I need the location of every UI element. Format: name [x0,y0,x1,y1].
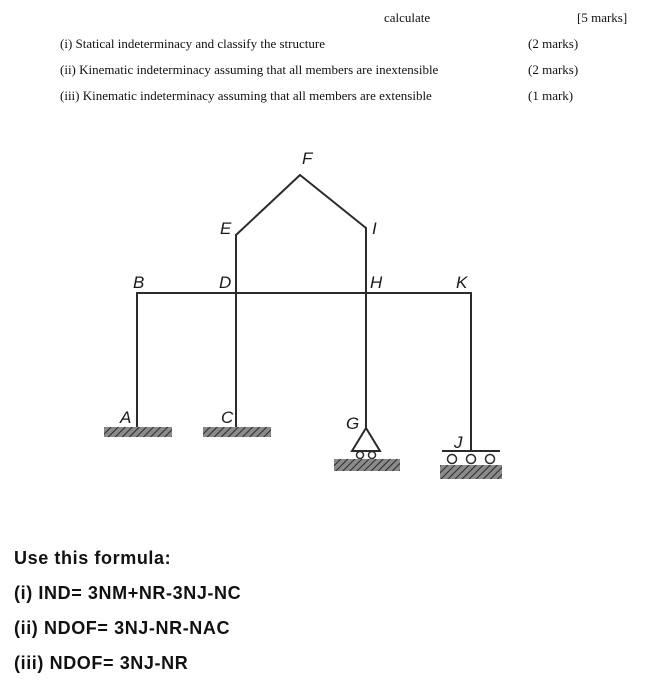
task-2-text: (ii) Kinematic indeterminacy assuming that all members are inextensible [60,62,439,77]
formula-ind: (i) IND= 3NM+NR-3NJ-NC [14,583,242,603]
label-E: E [220,219,232,238]
label-F: F [302,149,313,168]
formula-ndof-inextensible: (ii) NDOF= 3NJ-NR-NAC [14,618,231,638]
label-I: I [372,219,377,238]
formula-title: Use this formula: [14,548,172,568]
formula-ndof-extensible: (iii) NDOF= 3NJ-NR [14,653,189,673]
fixed-support-C [203,427,271,437]
label-C: C [221,408,234,427]
label-K: K [456,273,468,292]
question-heading: calculate [384,10,431,25]
fixed-support-A [104,427,172,437]
task-1-text: (i) Statical indeterminacy and classify the structure [60,36,325,51]
task-3-text: (iii) Kinematic indeterminacy assuming that all members are extensible [60,88,432,103]
task-3-marks: (1 mark) [528,88,574,103]
member-EF [236,175,300,235]
member-FI [300,175,366,228]
roller-support-J [440,451,502,479]
label-B: B [133,273,145,292]
formula-section [14,548,241,688]
label-H: H [370,273,383,292]
label-J: J [454,433,463,452]
total-marks: [5 marks] [577,10,628,25]
label-G: G [346,414,360,433]
label-D: D [219,273,232,292]
label-A: A [120,408,132,427]
roller-support-G [334,428,400,471]
task-1-marks: (2 marks) [528,36,579,51]
task-2-marks: (2 marks) [528,62,579,77]
